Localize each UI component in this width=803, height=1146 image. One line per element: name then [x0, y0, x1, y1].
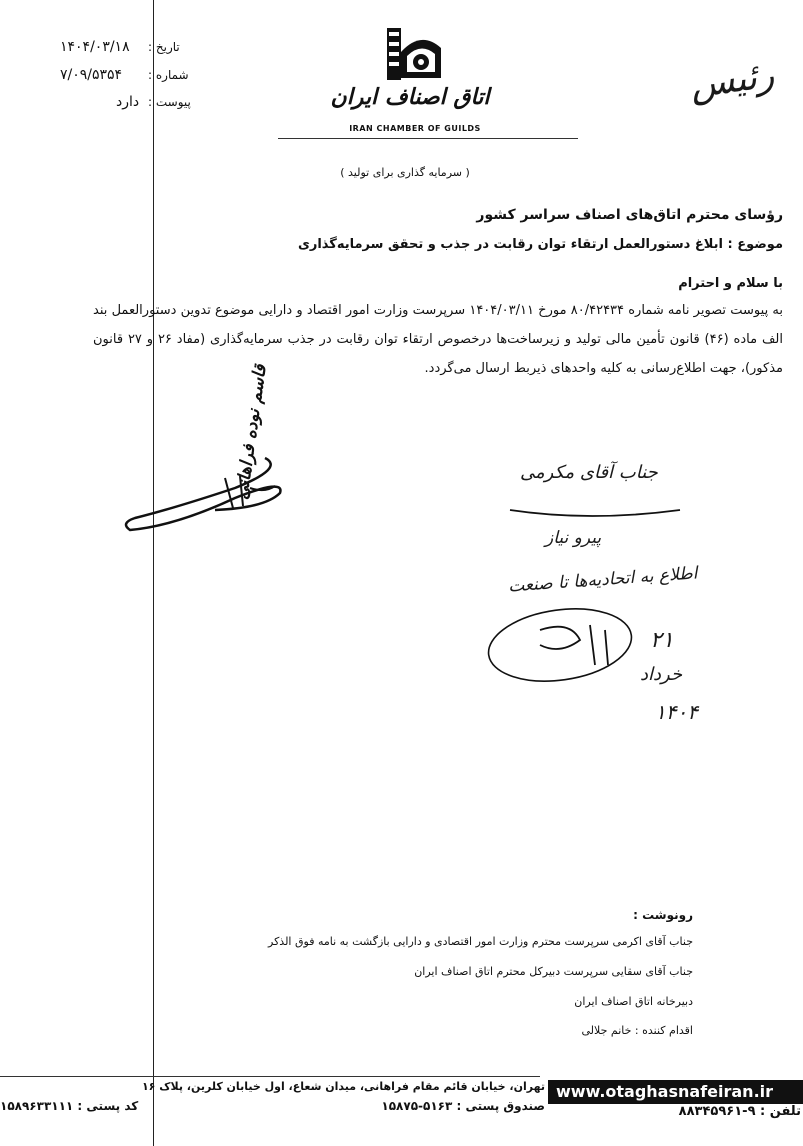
- footer-divider: [0, 1076, 540, 1077]
- annotation-day: ۲۱: [650, 628, 674, 653]
- annotation-month: خرداد: [640, 664, 683, 685]
- handwritten-note: رئیس: [687, 54, 777, 107]
- number-label: شماره :: [148, 68, 189, 82]
- attachment-value: دارد: [116, 94, 140, 110]
- number-value: ۷/۰۹/۵۳۵۴: [60, 67, 123, 83]
- org-name-en: IRAN CHAMBER OF GUILDS: [349, 124, 481, 133]
- annotation-line-3: اطلاع به اتحادیه‌ها تا صنعت: [507, 563, 699, 597]
- org-logo: [385, 22, 445, 86]
- annotation-year: ۱۴۰۴: [655, 700, 698, 724]
- signatory-name: قاسم نوده فراهانی: [232, 363, 271, 501]
- letter-body: به پیوست تصویر نامه شماره ۸۰/۴۲۴۳۴ مورخ ۱۴۰۴/۰۳/۱۱ سرپرست وزارت امور اقتصاد و دارایی موضوع تدوین دستورالعمل بند الف ماده (۴۶) قانون تأمین مالی تولید و زیرساخت‌ها درخصوص ارتقاء توان رقابت در جذب سرمایه‌گذاری (مفاد ۲۶ و ۲۷ قانون مذکور)، جهت اطلاع‌رسانی به کلیه واحدهای ذیربط ارسال می‌گردد.: [93, 303, 783, 376]
- footer-phone: تلفن : ۹-۸۸۳۴۵۹۶۱: [678, 1104, 801, 1119]
- footer-address-block: [0, 1080, 545, 1113]
- cc-item-1: جناب آقای اکرمی سرپرست محترم وزارت امور اقتصادی و دارایی بازگشت به نامه فوق الذکر: [268, 935, 693, 948]
- addressee: رؤسای محترم اتاق‌های اصناف سراسر کشور: [476, 207, 783, 223]
- cc-title: رونوشت :: [633, 908, 693, 922]
- date-value: ۱۴۰۴/۰۳/۱۸: [60, 39, 130, 55]
- signature-scribble: [115, 448, 295, 548]
- cc-item-2: جناب آقای سقایی سرپرست دبیرکل محترم اتاق اصناف ایران: [414, 965, 693, 978]
- footer-address: تهران، خیابان قائم مقام فراهانی، میدان شعاع، اول خیابان کلرین، پلاک ۱۶: [141, 1080, 545, 1093]
- header-divider: [278, 138, 578, 139]
- website-link[interactable]: www.otaghasnafeiran.ir: [548, 1080, 803, 1104]
- annotation-line-2: پیرو نیاز: [545, 528, 602, 548]
- annotation-line-1: جناب آقای مکرمی: [520, 462, 658, 483]
- slogan: ( سرمایه گذاری برای تولید ): [340, 166, 470, 179]
- greeting: با سلام و احترام: [678, 276, 783, 291]
- date-label: تاریخ :: [148, 40, 180, 54]
- footer-postal-code: کد پستی : ۱۵۸۹۶۳۳۱۱۱: [0, 1099, 139, 1113]
- footer-postal: صندوق پستی : ۵۱۶۳-۱۵۸۷۵: [381, 1099, 545, 1113]
- org-name-fa: اتاق اصناف ایران: [330, 84, 490, 110]
- attachment-label: پیوست :: [148, 95, 191, 109]
- subject: موضوع : ابلاغ دستورالعمل ارتقاء توان رقابت در جذب و تحقق سرمایه‌گذاری: [297, 237, 783, 252]
- cc-item-3: دبیرخانه اتاق اصناف ایران: [574, 995, 693, 1008]
- cc-item-4: اقدام کننده : خانم جلالی: [581, 1024, 693, 1037]
- fold-line: [153, 0, 154, 1146]
